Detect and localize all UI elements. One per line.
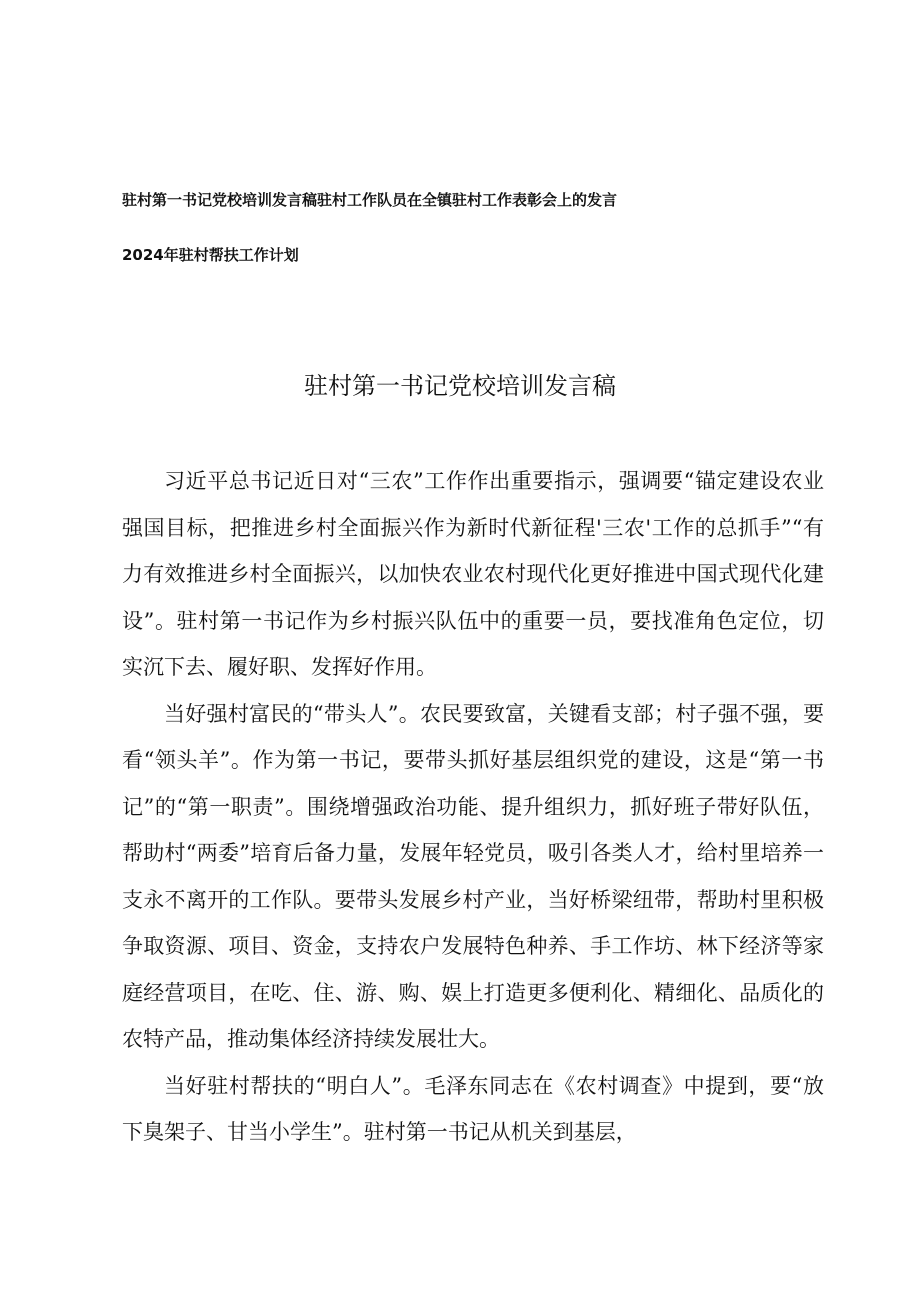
paragraph-3: 当好驻村帮扶的“明白人”。毛泽东同志在《农村调查》中提到，要“放下臭架子、甘当小学生”。驻村第一书记从机关到基层， [122, 1073, 824, 1144]
document-title: 驻村第一书记党校培训发言稿 [304, 372, 616, 400]
document-body [122, 458, 824, 1156]
paragraph-2: 当好强村富民的“带头人”。农民要致富，关键看支部；村子强不强，要看“领头羊”。作为第一书记，要带头抓好基层组织党的建设，这是“第一书记”的“第一职责”。围绕增强政治功能、提升组织力，抓好班子带好队伍，帮助村“两委”培育后备力量，发展年轻党员，吸引各类人才，给村里培养一支永不离开的工作队。要带头发展乡村产业，当好桥梁纽带，帮助村里积极争取资源、项目、资金，支持农户发展特色种养、手工作坊、林下经济等家庭经营项目，在吃、住、游、购、娱上打造更多便利化、精细化、品质化的农特产品，推动集体经济持续发展壮大。 [122, 701, 824, 1051]
paragraph-1: 习近平总书记近日对“三农”工作作出重要指示，强调要“锚定建设农业强国目标，把推进乡村全面振兴作为新时代新征程'三农'工作的总抓手”“有力有效推进乡村全面振兴，以加快农业农村现代化更好推进中国式现代化建设”。驻村第一书记作为乡村振兴队伍中的重要一员，要找准角色定位，切实沉下去、履好职、发挥好作用。 [122, 469, 824, 679]
toc-line-1: 驻村第一书记党校培训发言稿驻村工作队员在全镇驻村工作表彰会上的发言 [122, 191, 618, 209]
toc-line-2: 2024年驻村帮扶工作计划 [122, 246, 299, 264]
